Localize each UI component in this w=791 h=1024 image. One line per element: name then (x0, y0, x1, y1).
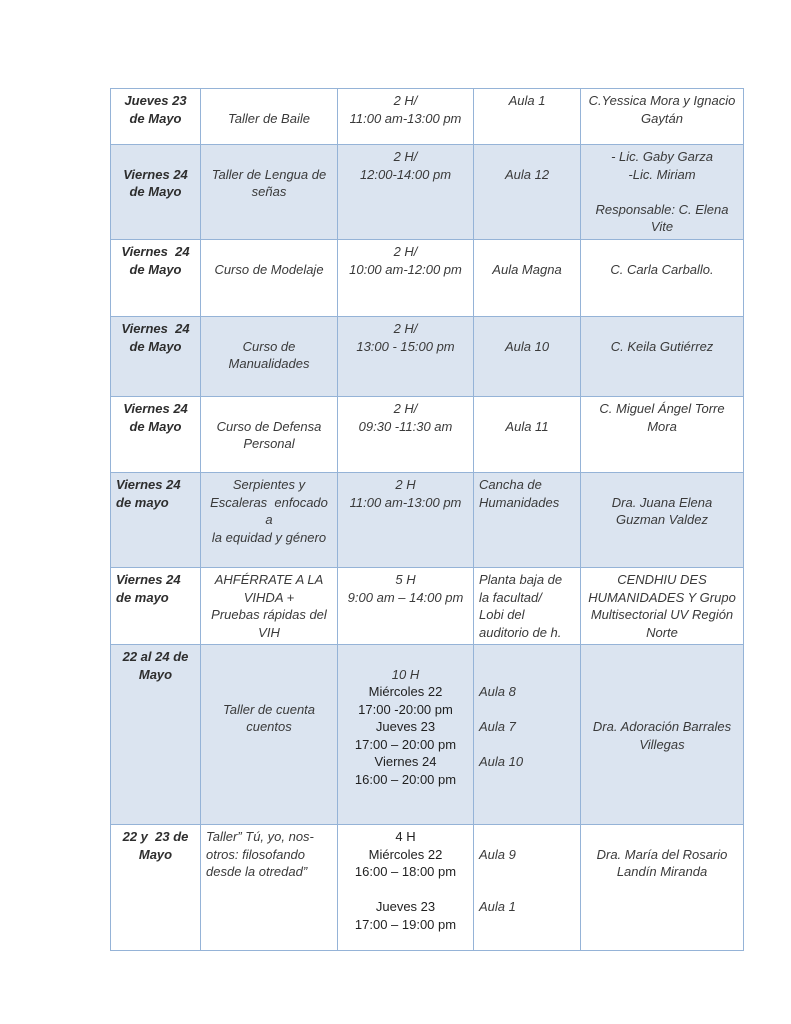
table-cell (338, 397, 474, 473)
cell-line: 2 H (395, 477, 416, 492)
cell-line: Viernes 24 (121, 244, 190, 259)
cell-line: Aula Magna (492, 261, 562, 277)
table-cell (201, 240, 338, 317)
table-cell (474, 145, 581, 240)
cell-line: la facultad/ (479, 589, 542, 605)
table-cell (111, 317, 201, 397)
cell-line: Aula 8 (479, 684, 516, 699)
cell-line: Planta baja de (479, 572, 563, 587)
schedule-table-body (111, 89, 744, 951)
cell-line: de mayo (116, 589, 169, 605)
table-cell (201, 397, 338, 473)
table-cell (111, 473, 201, 568)
table-cell (111, 645, 201, 825)
schedule-table (110, 88, 744, 951)
cell-line: Taller de Lengua de (211, 166, 327, 182)
table-cell (201, 473, 338, 568)
cell-line (479, 881, 575, 899)
table-row (111, 568, 744, 645)
table-cell (338, 645, 474, 825)
cell-line: Taller de cuenta (222, 701, 316, 717)
table-cell (338, 825, 474, 951)
cell-line: de Mayo (129, 261, 182, 277)
table-cell (111, 397, 201, 473)
cell-line (206, 320, 332, 338)
table-cell (338, 89, 474, 145)
table-cell (111, 825, 201, 951)
cell-line: de Mayo (129, 338, 182, 354)
table-cell (474, 825, 581, 951)
table-cell (338, 317, 474, 397)
cell-line: Vite (650, 219, 674, 234)
cell-line: 2 H/ (393, 93, 418, 108)
table-cell (474, 473, 581, 568)
cell-line (206, 648, 332, 666)
table-cell (474, 568, 581, 645)
table-row (111, 89, 744, 145)
cell-line: Aula 11 (505, 418, 549, 434)
cell-line: 09:30 -11:30 am (358, 418, 453, 434)
cell-line: Curso de Defensa (216, 418, 322, 434)
table-cell (201, 145, 338, 240)
table-cell (581, 89, 744, 145)
cell-line: Pruebas rápidas del (211, 607, 327, 622)
table-row (111, 645, 744, 825)
table-cell (581, 317, 744, 397)
cell-line: Multisectorial UV Región (590, 607, 734, 622)
cell-line (479, 736, 575, 754)
cell-line (586, 243, 738, 261)
cell-line (116, 148, 195, 166)
table-cell (338, 240, 474, 317)
cell-line: Viernes 24 (374, 754, 437, 769)
cell-line (343, 881, 468, 899)
cell-line: Cancha de (479, 477, 542, 492)
cell-line: 17:00 – 20:00 pm (354, 736, 457, 752)
cell-line (206, 683, 332, 701)
cell-line (479, 148, 575, 166)
cell-line: Villegas (639, 736, 685, 752)
cell-line: Aula 1 (479, 899, 516, 914)
table-cell (111, 568, 201, 645)
cell-line (479, 648, 575, 666)
cell-line: Aula 9 (479, 846, 516, 862)
cell-line: AHFÉRRATE A LA (214, 572, 324, 587)
cell-line: 22 y 23 de (122, 829, 189, 844)
cell-line: señas (251, 184, 287, 199)
cell-line: 11:00 am-13:00 pm (349, 494, 462, 510)
cell-line: de Mayo (129, 184, 182, 199)
cell-line: Curso de (242, 338, 296, 354)
cell-line: Dra. María del Rosario (596, 846, 728, 862)
cell-line: 2 H/ (393, 244, 418, 259)
table-cell (201, 645, 338, 825)
table-cell (111, 240, 201, 317)
cell-line: Aula 1 (508, 93, 546, 108)
cell-line: 13:00 - 15:00 pm (356, 338, 455, 354)
cell-line: 11:00 am-13:00 pm (349, 110, 462, 126)
table-row (111, 317, 744, 397)
cell-line: Norte (646, 624, 678, 640)
cell-line: Miércoles 22 (368, 684, 443, 699)
cell-line: 12:00-14:00 pm (359, 166, 452, 182)
cell-line: de Mayo (129, 418, 182, 434)
cell-line: 4 H (395, 829, 416, 844)
cell-line: Viernes 24 (121, 321, 190, 336)
cell-line (479, 243, 575, 261)
cell-line: 22 al 24 de (122, 649, 189, 664)
cell-line: CENDHIU DES (617, 572, 707, 587)
table-row (111, 825, 744, 951)
cell-line: Gaytán (641, 110, 683, 126)
cell-line: Landín Miranda (616, 864, 708, 879)
cell-line: Jueves 23 (375, 719, 436, 734)
cell-line: Dra. Adoración Barrales (592, 719, 732, 734)
cell-line: Curso de Modelaje (214, 261, 324, 277)
cell-line: -Lic. Miriam (628, 166, 696, 182)
cell-line: C. Keila Gutiérrez (610, 338, 714, 354)
cell-line: Jueves 23 (124, 93, 187, 108)
cell-line (479, 828, 575, 846)
cell-line: Serpientes y (232, 477, 306, 492)
cell-line: C.Yessica Mora y Ignacio (588, 93, 736, 108)
table-cell (581, 825, 744, 951)
table-cell (111, 145, 201, 240)
table-row (111, 473, 744, 568)
cell-line: VIH (258, 624, 280, 640)
cell-line (586, 683, 738, 701)
cell-line (479, 863, 575, 881)
cell-line: Miércoles 22 (368, 846, 443, 862)
cell-line: C. Carla Carballo. (610, 261, 714, 277)
cell-line: Viernes 24 (123, 401, 188, 416)
cell-line: - Lic. Gaby Garza (611, 149, 713, 164)
table-cell (338, 568, 474, 645)
cell-line (479, 320, 575, 338)
table-cell (474, 397, 581, 473)
cell-line: auditorio de h. (479, 624, 562, 640)
table-cell (338, 145, 474, 240)
cell-line (479, 701, 575, 719)
cell-line: Taller” Tú, yo, nos- (206, 829, 314, 844)
cell-line: la equidad y género (211, 529, 327, 545)
cell-line (586, 828, 738, 846)
table-cell (474, 645, 581, 825)
cell-line (479, 666, 575, 684)
table-cell (581, 645, 744, 825)
cell-line (586, 648, 738, 666)
table-cell (201, 89, 338, 145)
table-cell (474, 89, 581, 145)
table-row (111, 240, 744, 317)
table-row (111, 145, 744, 240)
cell-line: 17:00 -20:00 pm (358, 701, 453, 717)
cell-line (586, 320, 738, 338)
cell-line: Responsable: C. Elena (595, 201, 729, 217)
cell-line: 10:00 am-12:00 pm (349, 261, 462, 277)
cell-line: Viernes 24 (116, 477, 181, 492)
cell-line: 17:00 – 19:00 pm (354, 916, 457, 932)
cell-line (586, 183, 738, 201)
cell-line: Aula 10 (504, 338, 550, 354)
cell-line: Aula 12 (504, 166, 550, 182)
table-cell (201, 825, 338, 951)
cell-line (343, 648, 468, 666)
cell-line (586, 701, 738, 719)
cell-line (206, 666, 332, 684)
cell-line (206, 243, 332, 261)
table-cell (338, 473, 474, 568)
cell-line: cuentos (246, 719, 292, 734)
cell-line (479, 400, 575, 418)
table-cell (474, 240, 581, 317)
cell-line: de Mayo (129, 110, 182, 126)
cell-line: Personal (243, 436, 295, 451)
cell-line: Aula 10 (479, 754, 524, 769)
cell-line: Viernes 24 (116, 572, 181, 587)
cell-line: VIHDA + (243, 589, 295, 605)
table-cell (201, 568, 338, 645)
cell-line: Escaleras enfocado a (210, 494, 332, 527)
cell-line: Lobi del (479, 607, 525, 622)
cell-line: C. Miguel Ángel Torre (599, 401, 725, 416)
cell-line: desde la otredad” (206, 864, 308, 879)
cell-line: Humanidades (479, 494, 560, 510)
table-cell (474, 317, 581, 397)
cell-line: 2 H/ (393, 321, 418, 336)
cell-line: Mayo (138, 846, 173, 862)
table-cell (581, 568, 744, 645)
cell-line: Viernes 24 (123, 166, 188, 182)
cell-line (206, 92, 332, 110)
cell-line: Aula 7 (479, 719, 516, 734)
cell-line: de mayo (116, 494, 169, 510)
table-cell (581, 473, 744, 568)
cell-line: Dra. Juana Elena (611, 494, 713, 510)
cell-line: Mayo (138, 666, 173, 682)
cell-line: 2 H/ (393, 149, 418, 164)
table-cell (581, 397, 744, 473)
table-row (111, 397, 744, 473)
cell-line: 10 H (391, 666, 420, 682)
table-cell (201, 317, 338, 397)
cell-line (206, 400, 332, 418)
cell-line (206, 148, 332, 166)
cell-line (586, 666, 738, 684)
cell-line: 9:00 am – 14:00 pm (347, 589, 464, 605)
cell-line: HUMANIDADES Y Grupo (588, 589, 736, 605)
cell-line: otros: filosofando (206, 846, 306, 862)
cell-line: Guzman Valdez (615, 512, 708, 527)
cell-line: Mora (647, 418, 677, 434)
cell-line: 2 H/ (393, 401, 418, 416)
table-cell (581, 240, 744, 317)
table-cell (111, 89, 201, 145)
table-cell (581, 145, 744, 240)
cell-line (586, 476, 738, 494)
cell-line: Jueves 23 (375, 899, 436, 914)
cell-line: Taller de Baile (228, 110, 310, 126)
cell-line: Manualidades (228, 356, 310, 371)
cell-line: 16:00 – 20:00 pm (354, 771, 457, 787)
cell-line: 16:00 – 18:00 pm (354, 864, 457, 879)
cell-line: 5 H (395, 572, 416, 587)
